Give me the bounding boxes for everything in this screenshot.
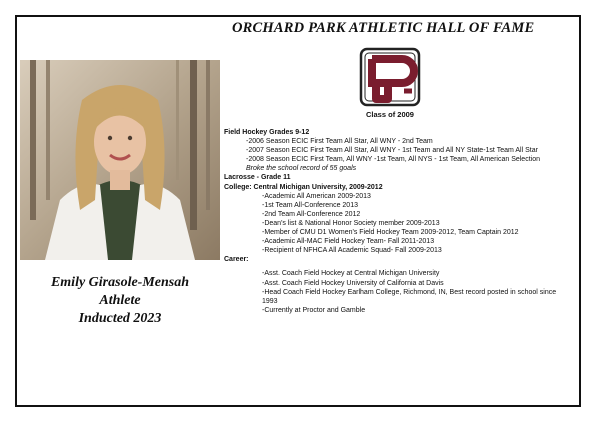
list-item: -Currently at Proctor and Gamble [262, 306, 366, 314]
inductee-info [18, 274, 222, 328]
class-year: Class of 2009 [366, 110, 414, 119]
list-item: -Academic All American 2009-2013 [262, 192, 371, 200]
career-heading: Career: [224, 256, 249, 264]
list-item: -2007 Season ECIC First Team All Star, All WNY - 1st Team and All NY State-1st Team All Star [246, 147, 538, 155]
list-item: -2008 Season ECIC First Team, All WNY -1st Team, All NYS - 1st Team, All American Selection [246, 156, 540, 164]
college-heading: College: Central Michigan University, 2009-2012 [224, 183, 383, 191]
list-item: -1st Team All-Conference 2013 [262, 201, 358, 209]
inductee-role: Athlete [99, 293, 141, 308]
list-item: -Asst. Coach Field Hockey at Central Michigan University [262, 270, 440, 278]
list-item: -Head Coach Field Hockey Earlham College, Richmond, IN, Best record posted in school since 1993 [262, 288, 557, 305]
list-item: -Academic All-MAC Field Hockey Team- Fall 2011-2013 [262, 238, 435, 246]
page-title: ORCHARD PARK ATHLETIC HALL OF FAME [232, 20, 535, 36]
list-item: -Recipient of NFHCA All Academic Squad- Fall 2009-2013 [262, 247, 442, 255]
list-item: -2006 Season ECIC First Team All Star, All WNY - 2nd Team [246, 138, 433, 146]
inductee-photo [20, 60, 220, 260]
record-note: Broke the school record of 55 goals [246, 165, 357, 173]
list-item: -Member of CMU D1 Women's Field Hockey Team 2009-2012, Team Captain 2012 [262, 229, 519, 237]
inductee-year: Inducted 2023 [78, 311, 162, 326]
op-logo-icon [358, 45, 422, 109]
list-item: -Dean's list & National Honor Society member 2009-2013 [262, 219, 440, 227]
list-item: -Asst. Coach Field Hockey University of California at Davis [262, 279, 444, 287]
bio-text [224, 128, 569, 315]
inductee-name: Emily Girasole-Mensah [50, 275, 190, 290]
field-hockey-heading: Field Hockey Grades 9-12 [224, 129, 310, 136]
list-item: -2nd Team All-Conference 2012 [262, 210, 361, 218]
lacrosse-heading: Lacrosse - Grade 11 [224, 174, 291, 182]
